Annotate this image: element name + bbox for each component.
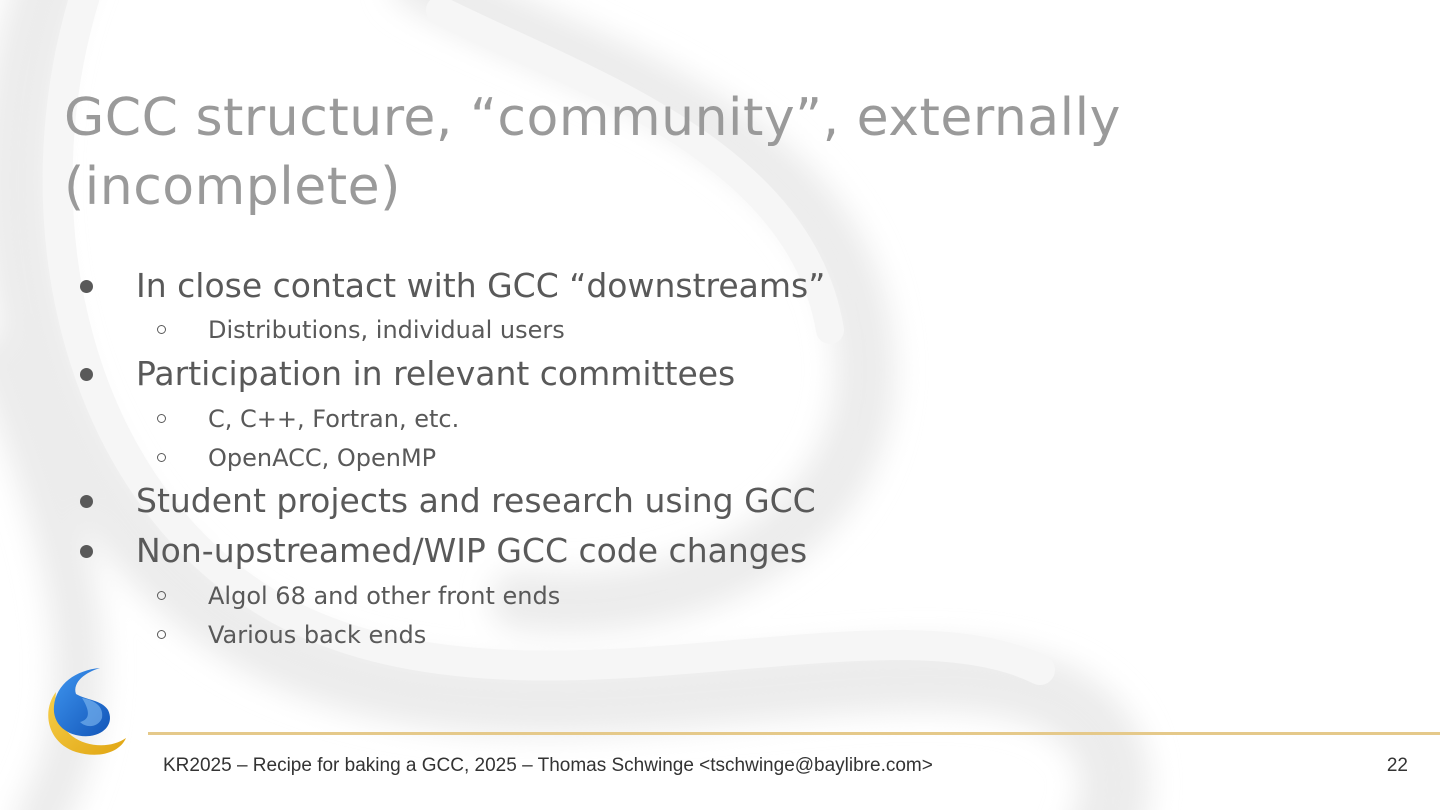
- bullet-dot-icon: [80, 545, 93, 558]
- sub-bullet-text: Distributions, individual users: [208, 316, 565, 344]
- sub-bullet-circle-icon: [157, 591, 166, 600]
- page-number: 22: [1386, 755, 1408, 776]
- sub-bullet-text: Algol 68 and other front ends: [208, 582, 561, 610]
- footer-rule: [148, 732, 1440, 735]
- footer-text: KR2025 – Recipe for baking a GCC, 2025 – Thomas Schwinge <tschwinge@baylibre.com>: [163, 755, 933, 776]
- bullet-item: [136, 481, 816, 521]
- sub-bullet-circle-icon: [157, 325, 166, 334]
- sub-bullet-text: C, C++, Fortran, etc.: [208, 405, 460, 433]
- bullet-text: In close contact with GCC “downstreams”: [136, 266, 826, 305]
- bullet-item: [136, 266, 825, 306]
- bullet-text: Non-upstreamed/WIP GCC code changes: [136, 531, 808, 570]
- sub-bullet-text: OpenACC, OpenMP: [208, 444, 437, 472]
- bullet-text: Participation in relevant committees: [136, 354, 736, 393]
- bullet-dot-icon: [80, 280, 93, 293]
- bullet-text: Student projects and research using GCC: [136, 481, 816, 520]
- bullet-dot-icon: [80, 495, 93, 508]
- bullet-item: [136, 531, 807, 571]
- sub-bullet-text: Various back ends: [208, 621, 427, 649]
- bullet-item: [136, 354, 735, 394]
- sub-bullet-circle-icon: [157, 630, 166, 639]
- gcc-logo-icon: [42, 664, 132, 758]
- sub-bullet-item: [208, 581, 560, 611]
- sub-bullet-item: [208, 315, 565, 345]
- sub-bullet-circle-icon: [157, 453, 166, 462]
- sub-bullet-item: [208, 404, 459, 434]
- sub-bullet-circle-icon: [157, 414, 166, 423]
- bullet-dot-icon: [80, 368, 93, 381]
- sub-bullet-item: [208, 620, 426, 650]
- slide-title: GCC structure, “community”, externally (incomplete): [64, 88, 1121, 217]
- sub-bullet-item: [208, 443, 436, 473]
